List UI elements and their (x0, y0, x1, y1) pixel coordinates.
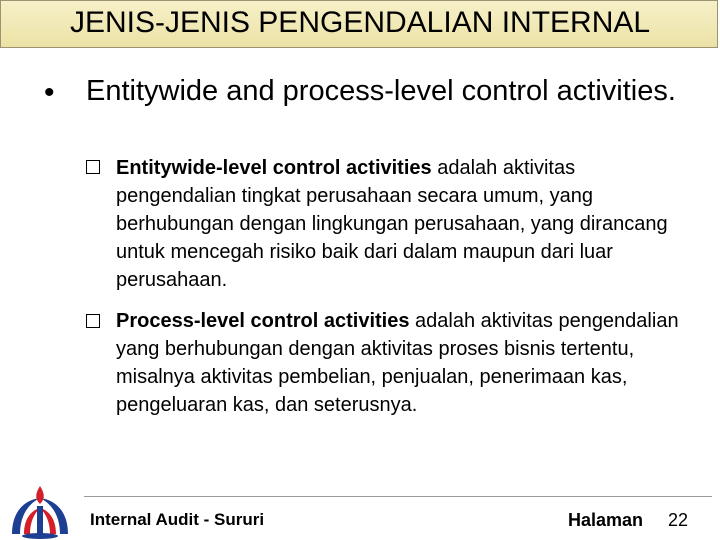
checkbox-bullet-icon (86, 160, 100, 174)
sub-item-term: Entitywide-level control activities (116, 157, 432, 179)
university-logo-icon (4, 484, 76, 540)
footer-course-label: Internal Audit - Sururi (90, 510, 265, 529)
sub-item-term: Process-level control activities (116, 310, 410, 332)
sub-item-text: adalah aktivitas pengendalian yang berhubungan dengan aktivitas proses bisnis tertentu, misalnya aktivitas pembelian, penjualan, penerimaan kas, pengeluaran kas, dan seterusnya. (116, 310, 679, 416)
footer-divider (84, 496, 712, 497)
footer-page-label: Halaman (568, 510, 644, 530)
main-heading: Entitywide and process-level control activities. (86, 75, 676, 107)
main-bullet: • (44, 76, 55, 109)
sub-item-entitywide (116, 154, 696, 294)
sub-item-process (116, 307, 696, 419)
slide-title: JENIS-JENIS PENGENDALIAN INTERNAL (69, 6, 651, 39)
page-number: 22 (668, 510, 689, 530)
sub-item-text: adalah aktivitas pengendalian tingkat perusahaan secara umum, yang berhubungan dengan lingkungan perusahaan, yang dirancang untuk mencegah risiko baik dari dalam maupun dari luar perusahaan. (116, 157, 668, 291)
checkbox-bullet-icon (86, 314, 100, 328)
